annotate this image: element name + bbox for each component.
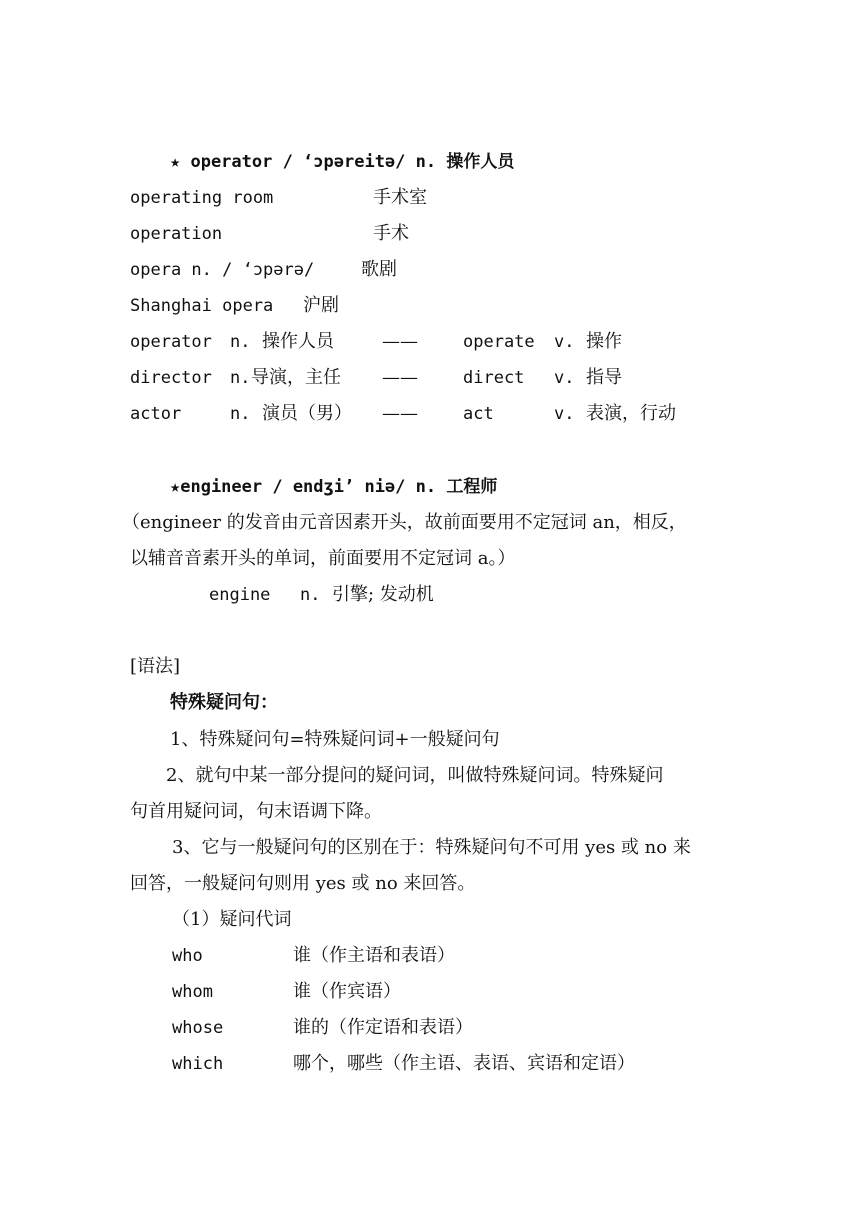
pair-verb-pos: v. [554, 368, 575, 388]
engineer-note-line: 以辅音音素开头的单词，前面要用不定冠词 a。） [130, 548, 516, 569]
pair-noun-meaning: 操作人员 [262, 331, 334, 352]
pronoun-list-title: （1）疑问代词 [172, 909, 292, 930]
operator-entry-heading: ★ operator / ‘ɔpəreitə/ n. 操作人员 [170, 152, 515, 172]
pair-noun-pos: n. [230, 332, 251, 352]
pronoun-meaning: 谁（作主语和表语） [293, 945, 455, 966]
pronoun-word: whose [172, 1018, 224, 1038]
vocab-meaning: 歌剧 [361, 259, 397, 280]
related-pos: n. [300, 585, 321, 605]
pair-noun-meaning: 导演，主任 [251, 367, 341, 388]
pair-noun: actor [130, 404, 182, 424]
pronoun-meaning: 谁（作宾语） [293, 981, 401, 1002]
vocab-meaning: 手术室 [373, 187, 427, 208]
vocab-meaning: 手术 [373, 223, 409, 244]
pair-verb-meaning: 操作 [586, 331, 622, 352]
grammar-paragraph: 1、特殊疑问句=特殊疑问词+一般疑问句 [170, 729, 500, 750]
grammar-paragraph: 2、就句中某一部分提问的疑问词，叫做特殊疑问词。特殊疑问 [166, 765, 664, 786]
pair-verb-pos: v. [554, 332, 575, 352]
pair-verb: act [463, 404, 494, 424]
pronoun-word: which [172, 1054, 224, 1074]
pair-verb-meaning: 指导 [586, 367, 622, 388]
grammar-heading: [语法] [130, 656, 181, 677]
pair-verb: operate [463, 332, 535, 352]
pronoun-word: who [172, 946, 203, 966]
grammar-paragraph: 3、它与一般疑问句的区别在于：特殊疑问句不可用 yes 或 no 来 [172, 837, 691, 858]
vocab-term: Shanghai opera [130, 296, 274, 316]
grammar-paragraph: 句首用疑问词，句末语调下降。 [130, 801, 382, 822]
pair-noun: operator [130, 332, 212, 352]
grammar-subheading: 特殊疑问句： [170, 692, 278, 713]
related-meaning: 引擎; 发动机 [332, 584, 434, 605]
pair-noun: director [130, 368, 212, 388]
pair-noun-meaning: 演员（男） [262, 403, 352, 424]
pair-dash: —— [382, 331, 418, 352]
vocab-term: operating room [130, 188, 274, 208]
engineer-note-line: （engineer 的发音由元音因素开头，故前面要用不定冠词 an，相反， [122, 512, 687, 533]
pronoun-meaning: 谁的（作定语和表语） [293, 1017, 473, 1038]
engineer-entry-heading: ★engineer / endʒi’ niə/ n. 工程师 [170, 477, 498, 497]
pair-noun-pos: n. [230, 404, 251, 424]
vocab-term: opera n. / ‘ɔpərə/ [130, 260, 315, 280]
vocab-term: operation [130, 224, 223, 244]
pair-dash: —— [382, 403, 418, 424]
pair-verb-meaning: 表演，行动 [586, 403, 676, 424]
grammar-paragraph: 回答，一般疑问句则用 yes 或 no 来回答。 [130, 873, 476, 894]
vocab-meaning: 沪剧 [303, 295, 339, 316]
pair-verb-pos: v. [554, 404, 575, 424]
pronoun-word: whom [172, 982, 213, 1002]
pair-verb: direct [463, 368, 525, 388]
pair-dash: —— [382, 367, 418, 388]
related-term: engine [209, 585, 271, 605]
pronoun-meaning: 哪个，哪些（作主语、表语、宾语和定语） [293, 1053, 635, 1074]
pair-noun-pos: n. [230, 368, 251, 388]
